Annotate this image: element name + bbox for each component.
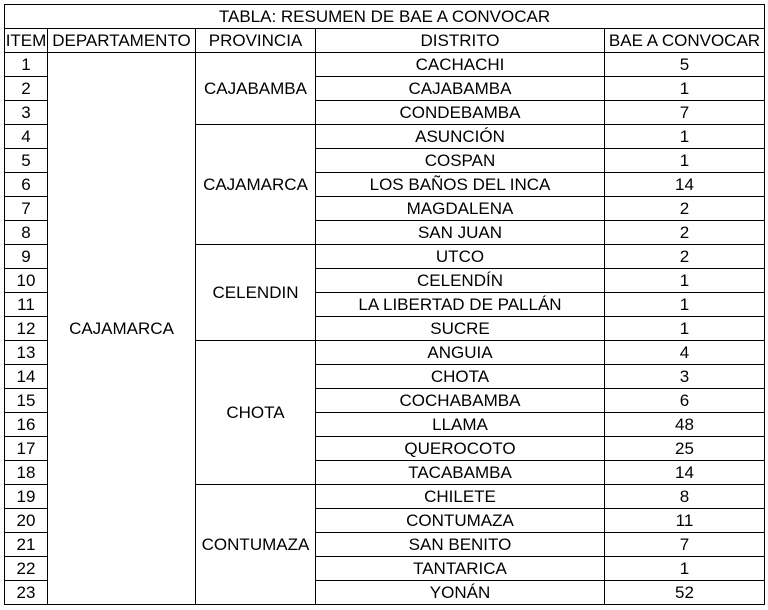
cell-bae: 2 [605, 221, 765, 245]
header-departamento: DEPARTAMENTO [48, 29, 196, 53]
cell-item: 14 [5, 365, 48, 389]
header-provincia: PROVINCIA [196, 29, 316, 53]
cell-item: 18 [5, 461, 48, 485]
cell-bae: 1 [605, 77, 765, 101]
cell-provincia: CAJABAMBA [196, 53, 316, 125]
cell-distrito: COCHABAMBA [316, 389, 605, 413]
table-row [5, 53, 765, 77]
cell-bae: 4 [605, 341, 765, 365]
cell-bae: 5 [605, 53, 765, 77]
table-container [4, 4, 765, 605]
cell-item: 21 [5, 533, 48, 557]
cell-bae: 2 [605, 245, 765, 269]
cell-item: 19 [5, 485, 48, 509]
cell-item: 4 [5, 125, 48, 149]
cell-item: 10 [5, 269, 48, 293]
cell-bae: 1 [605, 269, 765, 293]
cell-distrito: CHILETE [316, 485, 605, 509]
cell-departamento: CAJAMARCA [48, 53, 196, 605]
cell-item: 23 [5, 581, 48, 605]
bae-summary-table [4, 4, 765, 605]
cell-item: 15 [5, 389, 48, 413]
table-header-row [5, 29, 765, 53]
cell-item: 8 [5, 221, 48, 245]
cell-item: 17 [5, 437, 48, 461]
cell-bae: 8 [605, 485, 765, 509]
cell-item: 12 [5, 317, 48, 341]
cell-bae: 25 [605, 437, 765, 461]
header-distrito: DISTRITO [316, 29, 605, 53]
header-item: ITEM [5, 29, 48, 53]
cell-bae: 11 [605, 509, 765, 533]
cell-distrito: QUEROCOTO [316, 437, 605, 461]
cell-distrito: CAJABAMBA [316, 77, 605, 101]
cell-distrito: ANGUIA [316, 341, 605, 365]
cell-distrito: LOS BAÑOS DEL INCA [316, 173, 605, 197]
cell-item: 22 [5, 557, 48, 581]
cell-distrito: MAGDALENA [316, 197, 605, 221]
cell-bae: 1 [605, 293, 765, 317]
cell-item: 20 [5, 509, 48, 533]
table-title-row [5, 5, 765, 29]
cell-bae: 1 [605, 149, 765, 173]
cell-distrito: ASUNCIÓN [316, 125, 605, 149]
cell-distrito: SAN BENITO [316, 533, 605, 557]
cell-distrito: TANTARICA [316, 557, 605, 581]
header-bae: BAE A CONVOCAR [605, 29, 765, 53]
cell-bae: 7 [605, 101, 765, 125]
cell-item: 16 [5, 413, 48, 437]
cell-item: 5 [5, 149, 48, 173]
cell-item: 11 [5, 293, 48, 317]
cell-distrito: UTCO [316, 245, 605, 269]
cell-distrito: TACABAMBA [316, 461, 605, 485]
cell-provincia: CAJAMARCA [196, 125, 316, 245]
cell-bae: 1 [605, 317, 765, 341]
cell-bae: 1 [605, 125, 765, 149]
cell-bae: 7 [605, 533, 765, 557]
cell-provincia: CONTUMAZA [196, 485, 316, 605]
cell-bae: 14 [605, 173, 765, 197]
cell-distrito: YONÁN [316, 581, 605, 605]
cell-bae: 3 [605, 365, 765, 389]
cell-distrito: CONTUMAZA [316, 509, 605, 533]
cell-distrito: LLAMA [316, 413, 605, 437]
cell-item: 1 [5, 53, 48, 77]
cell-item: 3 [5, 101, 48, 125]
cell-bae: 6 [605, 389, 765, 413]
table-title: TABLA: RESUMEN DE BAE A CONVOCAR [5, 5, 765, 29]
cell-distrito: CONDEBAMBA [316, 101, 605, 125]
cell-provincia: CHOTA [196, 341, 316, 485]
cell-bae: 2 [605, 197, 765, 221]
cell-bae: 14 [605, 461, 765, 485]
cell-item: 7 [5, 197, 48, 221]
cell-distrito: LA LIBERTAD DE PALLÁN [316, 293, 605, 317]
cell-bae: 48 [605, 413, 765, 437]
cell-item: 2 [5, 77, 48, 101]
cell-distrito: COSPAN [316, 149, 605, 173]
cell-distrito: SAN JUAN [316, 221, 605, 245]
cell-bae: 1 [605, 557, 765, 581]
cell-bae: 52 [605, 581, 765, 605]
cell-distrito: CHOTA [316, 365, 605, 389]
cell-distrito: CELENDÍN [316, 269, 605, 293]
cell-distrito: SUCRE [316, 317, 605, 341]
cell-item: 6 [5, 173, 48, 197]
cell-item: 9 [5, 245, 48, 269]
cell-provincia: CELENDIN [196, 245, 316, 341]
cell-distrito: CACHACHI [316, 53, 605, 77]
cell-item: 13 [5, 341, 48, 365]
